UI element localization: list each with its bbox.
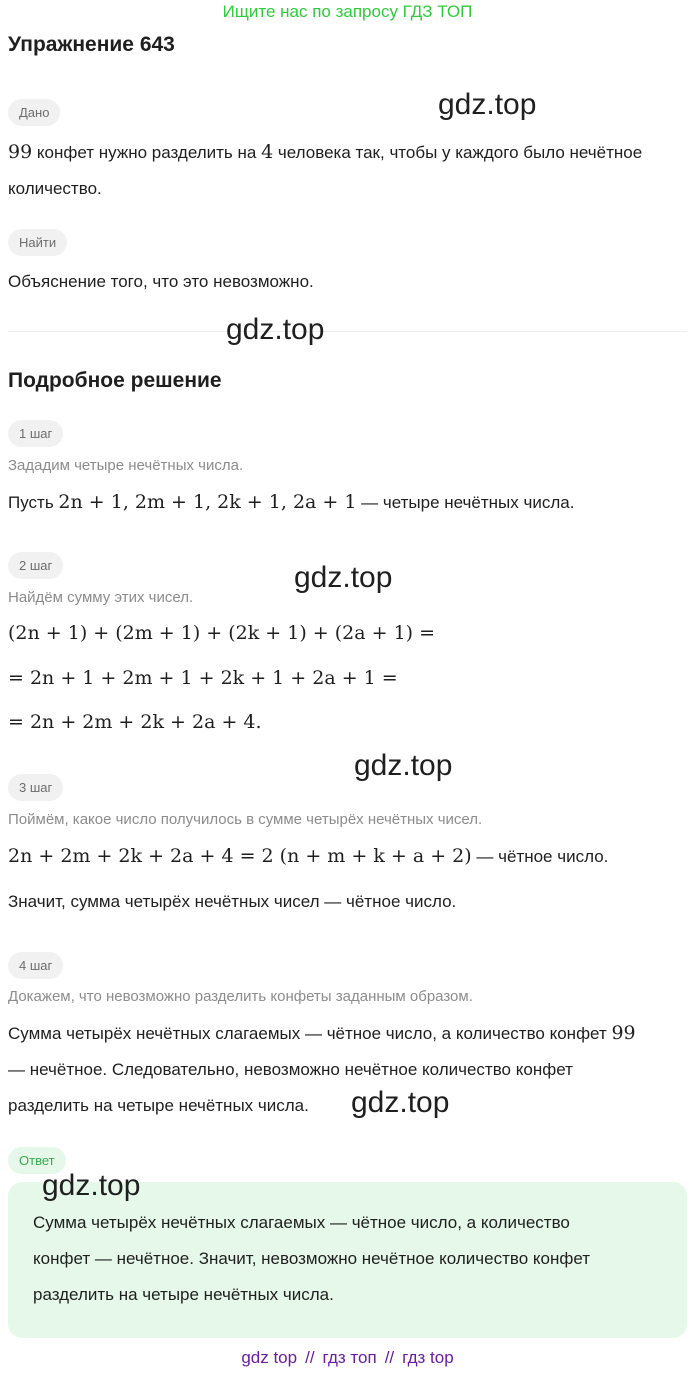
step2-hint: Найдём сумму этих чисел.: [8, 589, 194, 606]
find-text: Объяснение того, что это невозможно.: [8, 272, 314, 291]
answer-line3: разделить на четыре нечётных числа.: [33, 1285, 334, 1304]
footer-link-gdz-top-mixed[interactable]: гдз top: [402, 1348, 454, 1367]
answer-line1: Сумма четырёх нечётных слагаемых — чётное число, а количество: [33, 1213, 570, 1232]
step2-line2: = 2n + 1 + 2m + 1 + 2k + 1 + 2a + 1 =: [8, 667, 398, 689]
footer-link-gdz-top-ru[interactable]: гдз топ: [322, 1348, 377, 1367]
footer-links: [0, 1348, 695, 1368]
answer-text: [33, 1205, 673, 1313]
given-tag: Дано: [8, 99, 60, 126]
watermark: gdz.top: [438, 88, 537, 121]
given-number-99: 99: [8, 141, 33, 163]
page-title: Упражнение 643: [8, 33, 175, 56]
step4-line3: разделить на четыре нечётных числа.: [8, 1096, 309, 1115]
given-text: [8, 134, 688, 207]
step3-text: Значит, сумма четырёх нечётных чисел — чётное число.: [8, 892, 457, 911]
step1-suffix: — четыре нечётных числа.: [356, 493, 575, 512]
watermark: gdz.top: [42, 1169, 141, 1202]
step3-hint: Поймём, какое число получилось в сумме четырёх нечётных чисел.: [8, 811, 483, 828]
footer-separator: //: [305, 1348, 315, 1367]
answer-line2: конфет — нечётное. Значит, невозможно нечётное количество конфет: [33, 1249, 591, 1268]
solution-title: Подробное решение: [8, 369, 222, 392]
step1-text: [8, 484, 574, 521]
step1-hint: Зададим четыре нечётных числа.: [8, 457, 244, 474]
step4-tag: 4 шаг: [8, 952, 63, 979]
promo-banner[interactable]: Ищите нас по запросу ГДЗ ТОП: [222, 2, 473, 21]
step2-tag: 2 шаг: [8, 552, 63, 579]
section-divider: [8, 331, 687, 332]
step3-formula-line: [8, 838, 608, 875]
step4-text: [8, 1015, 692, 1124]
step2-line3: = 2n + 2m + 2k + 2a + 4.: [8, 711, 262, 733]
step1-prefix: Пусть: [8, 493, 59, 512]
watermark: gdz.top: [354, 749, 453, 782]
step3-tag: 3 шаг: [8, 774, 63, 801]
step4-hint: Докажем, что невозможно разделить конфеты заданным образом.: [8, 988, 473, 1005]
step2-line1: (2n + 1) + (2m + 1) + (2k + 1) + (2a + 1) =: [8, 622, 436, 644]
footer-separator: //: [384, 1348, 395, 1367]
given-text-part1: конфет нужно разделить на: [32, 143, 262, 162]
step1-formula: 2n + 1, 2m + 1, 2k + 1, 2a + 1: [58, 491, 357, 513]
step3-suffix: — чётное число.: [471, 847, 609, 866]
watermark: gdz.top: [226, 313, 325, 346]
given-text-part3: количество.: [8, 179, 102, 198]
watermark: gdz.top: [351, 1086, 450, 1119]
step4-number-99: 99: [611, 1022, 636, 1044]
step1-tag: 1 шаг: [8, 420, 63, 447]
find-tag: Найти: [8, 229, 67, 256]
given-text-part2: человека так, чтобы у каждого было нечётное: [273, 143, 643, 162]
watermark: gdz.top: [294, 561, 393, 594]
answer-tag: Ответ: [8, 1147, 66, 1174]
given-number-4: 4: [261, 141, 274, 163]
step3-formula: 2n + 2m + 2k + 2a + 4 = 2 (n + m + k + a + 2): [8, 845, 472, 867]
step4-line2: — нечётное. Следовательно, невозможно нечётное количество конфет: [8, 1060, 573, 1079]
step4-line1: Сумма четырёх нечётных слагаемых — чётное число, а количество конфет: [8, 1024, 612, 1043]
footer-link-gdz-top[interactable]: gdz top: [241, 1348, 298, 1367]
